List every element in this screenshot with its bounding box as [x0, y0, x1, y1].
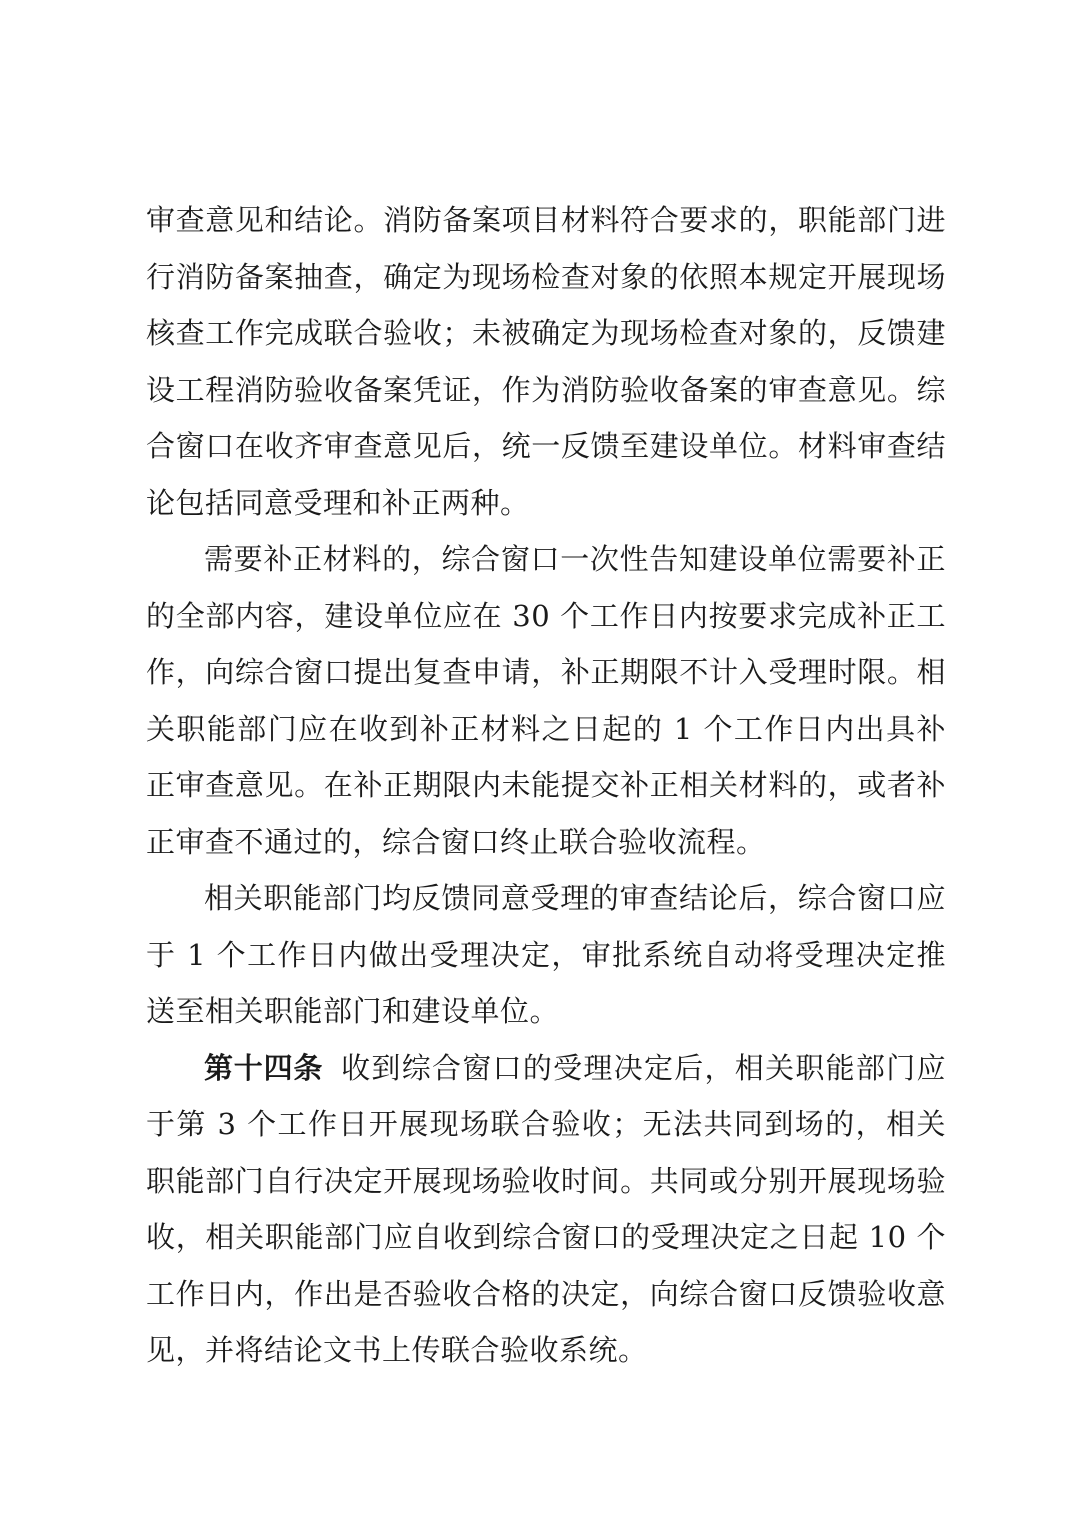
- article-text: 收到综合窗口的受理决定后，相关职能部门应于第 3 个工作日开展现场联合验收；无法共同到场的，相关职能部门自行决定开展现场验收时间。共同或分别开展现场验收，相关职能部门应自收到综合窗口的受理决定之日起 10 个工作日内，作出是否验收合格的决定，向综合窗口反馈验收意见，并将结论文书上传联合验收系统。: [146, 1050, 946, 1367]
- paragraph-acceptance-decision: 相关职能部门均反馈同意受理的审查结论后，综合窗口应于 1 个工作日内做出受理决定，审批系统自动将受理决定推送至相关职能部门和建设单位。: [146, 881, 946, 1028]
- paragraph-supplement-materials: 需要补正材料的，综合窗口一次性告知建设单位需要补正的全部内容，建设单位应在 30 个工作日内按要求完成补正工作，向综合窗口提出复查申请，补正期限不计入受理时限。相关职能部门应在收到补正材料之日起的 1 个工作日内出具补正审查意见。在补正期限内未能提交补正相关材料的，或者补正审查不通过的，综合窗口终止联合验收流程。: [146, 542, 946, 859]
- article-fourteen: [146, 1040, 946, 1379]
- paragraph-review-conclusion: 审查意见和结论。消防备案项目材料符合要求的，职能部门进行消防备案抽查，确定为现场检查对象的依照本规定开展现场核查工作完成联合验收；未被确定为现场检查对象的，反馈建设工程消防验收备案凭证，作为消防验收备案的审查意见。综合窗口在收齐审查意见后，统一反馈至建设单位。材料审查结论包括同意受理和补正两种。: [146, 203, 946, 520]
- document-body: [146, 192, 946, 1379]
- article-heading: 第十四条: [204, 1050, 324, 1085]
